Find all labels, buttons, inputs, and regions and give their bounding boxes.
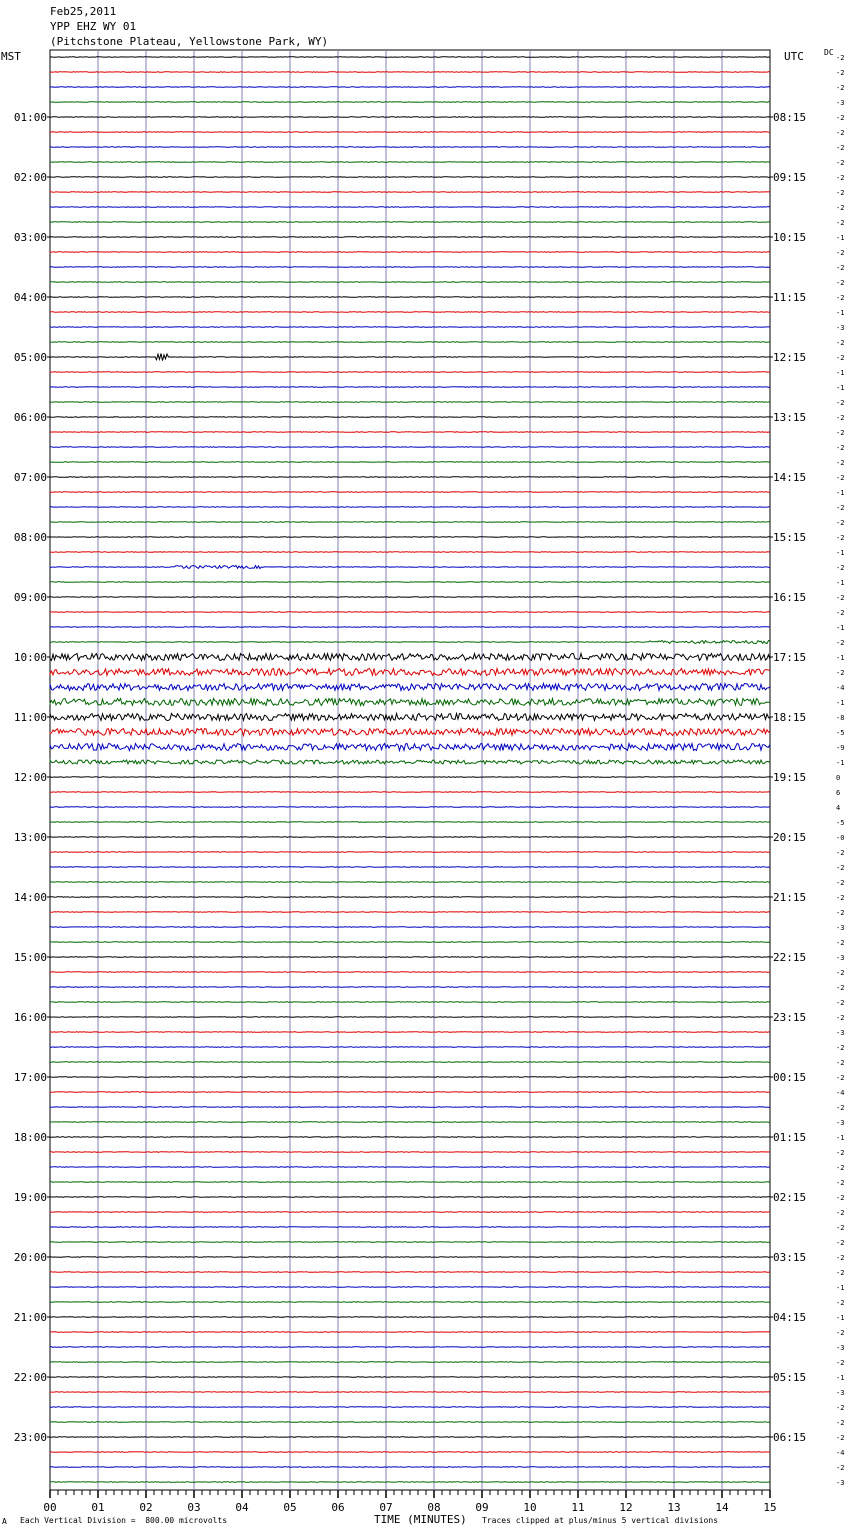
right-hour-label: 23:15	[773, 1011, 807, 1024]
right-hour-label: 09:15	[773, 171, 807, 184]
seismic-trace	[50, 654, 770, 661]
seismic-trace	[50, 957, 770, 958]
dc-offset-value: -2	[836, 519, 845, 527]
dc-offset-value: -2	[836, 564, 845, 572]
dc-offset-value: -1	[836, 1314, 845, 1322]
dc-offset-value: -1	[836, 1374, 845, 1382]
dc-offset-value: -2	[836, 1419, 845, 1427]
seismic-trace	[50, 1002, 770, 1003]
dc-offset-value: -2	[836, 1239, 845, 1247]
right-hour-label: 03:15	[773, 1251, 807, 1264]
seismic-trace	[50, 72, 770, 73]
seismic-trace	[50, 1182, 770, 1183]
right-hour-label: 08:15	[773, 111, 807, 124]
dc-offset-value: -2	[836, 429, 845, 437]
dc-offset-value: -2	[836, 1074, 845, 1082]
seismic-trace	[50, 492, 770, 493]
dc-offset-value: -2	[836, 1194, 845, 1202]
seismic-trace	[50, 699, 770, 706]
left-hour-label: 12:00	[13, 771, 47, 784]
dc-offset-value: -2	[836, 459, 845, 467]
left-hour-label: 23:00	[13, 1431, 47, 1444]
seismic-trace	[50, 417, 770, 418]
seismic-trace	[50, 987, 770, 988]
dc-offset-value: -2	[836, 879, 845, 887]
seismic-trace	[50, 522, 770, 523]
left-hour-label: 15:00	[13, 951, 47, 964]
station-code: YPP EHZ WY 01	[50, 20, 137, 33]
dc-offset-value: -2	[836, 444, 845, 452]
right-hour-label: 01:15	[773, 1131, 807, 1144]
right-hour-label: 18:15	[773, 711, 807, 724]
dc-offset-value: -2	[836, 1224, 845, 1232]
seismic-trace	[50, 566, 770, 569]
dc-offset-value: -2	[836, 999, 845, 1007]
dc-offset-value: -4	[836, 1089, 845, 1097]
dc-offset-value: -2	[836, 594, 845, 602]
dc-offset-value: -1	[836, 579, 845, 587]
dc-offset-value: -1	[836, 759, 845, 767]
right-hour-label: 00:15	[773, 1071, 807, 1084]
dc-offset-value: -1	[836, 624, 845, 632]
right-hour-label: 06:15	[773, 1431, 807, 1444]
dc-offset-value: -2	[836, 909, 845, 917]
left-hour-label: 01:00	[13, 111, 47, 124]
dc-offset-value: -2	[836, 159, 845, 167]
dc-offset-value: -5	[836, 819, 845, 827]
seismic-trace	[50, 147, 770, 148]
seismic-trace	[50, 627, 770, 628]
dc-offset-value: -2	[836, 1404, 845, 1412]
left-hour-label: 04:00	[13, 291, 47, 304]
x-tick-label: 08	[427, 1501, 441, 1514]
seismic-trace	[50, 462, 770, 463]
right-hour-label: 13:15	[773, 411, 807, 424]
left-hour-label: 19:00	[13, 1191, 47, 1204]
seismic-trace	[50, 714, 770, 721]
seismic-trace	[50, 1062, 770, 1063]
seismic-trace	[50, 1392, 770, 1393]
seismic-trace	[50, 552, 770, 553]
dc-offset-value: -2	[836, 1179, 845, 1187]
seismic-trace	[50, 354, 770, 361]
right-hour-label: 02:15	[773, 1191, 807, 1204]
right-hour-label: 04:15	[773, 1311, 807, 1324]
seismic-trace	[50, 387, 770, 388]
seismic-trace	[50, 1482, 770, 1483]
dc-offset-value: -5	[836, 729, 845, 737]
right-hour-label: 16:15	[773, 591, 807, 604]
seismic-trace	[50, 1152, 770, 1153]
dc-offset-value: -2	[836, 984, 845, 992]
dc-offset-value: -2	[836, 1209, 845, 1217]
dc-offset-value: -2	[836, 849, 845, 857]
left-hour-label: 03:00	[13, 231, 47, 244]
dc-offset-value: -0	[836, 834, 845, 842]
dc-offset-value: -4	[836, 684, 845, 692]
dc-offset-value: -2	[836, 129, 845, 137]
x-tick-label: 04	[235, 1501, 249, 1514]
seismic-trace	[50, 612, 770, 613]
left-hour-label: 10:00	[13, 651, 47, 664]
seismic-trace	[50, 1197, 770, 1198]
seismic-trace	[50, 207, 770, 208]
dc-offset-value: -1	[836, 234, 845, 242]
dc-offset-value: -2	[836, 1149, 845, 1157]
seismic-trace	[50, 297, 770, 298]
seismic-trace	[50, 537, 770, 538]
dc-offset-value: -2	[836, 54, 845, 62]
dc-offset-value: -2	[836, 864, 845, 872]
dc-offset-value: -1	[836, 1284, 845, 1292]
seismic-trace	[50, 1092, 770, 1093]
seismic-trace	[50, 1452, 770, 1453]
seismic-trace	[50, 132, 770, 133]
vertical-scale-note: Each Vertical Division = 800.00 microvolts	[20, 1516, 228, 1525]
dc-offset-value: -2	[836, 204, 845, 212]
seismic-trace	[50, 102, 770, 103]
seismic-trace	[50, 1272, 770, 1273]
seismic-trace	[50, 342, 770, 343]
dc-offset-value: 0	[836, 774, 841, 782]
dc-offset-value: -2	[836, 1254, 845, 1262]
x-tick-label: 03	[187, 1501, 201, 1514]
dc-offset-value: -2	[836, 669, 845, 677]
seismic-trace	[50, 267, 770, 268]
x-tick-label: 12	[619, 1501, 633, 1514]
dc-offset-value: 4	[836, 804, 841, 812]
x-tick-label: 06	[331, 1501, 345, 1514]
seismic-trace	[50, 1347, 770, 1348]
seismic-trace	[50, 777, 770, 778]
left-hour-label: 21:00	[13, 1311, 47, 1324]
station-location: (Pitchstone Plateau, Yellowstone Park, WY)	[50, 35, 329, 48]
x-tick-label: 05	[283, 1501, 297, 1514]
dc-offset-value: -3	[836, 324, 845, 332]
x-tick-label: 14	[715, 1501, 729, 1514]
dc-offset-value: -1	[836, 1134, 845, 1142]
seismic-trace	[50, 222, 770, 223]
dc-offset-value: -1	[836, 699, 845, 707]
seismic-trace	[50, 192, 770, 193]
right-hour-label: 11:15	[773, 291, 807, 304]
seismic-trace	[50, 1122, 770, 1123]
dc-offset-value: -2	[836, 1059, 845, 1067]
dc-offset-value: -2	[836, 474, 845, 482]
seismic-trace	[50, 402, 770, 403]
dc-offset-value: -3	[836, 1479, 845, 1487]
left-hour-label: 18:00	[13, 1131, 47, 1144]
seismic-trace	[50, 162, 770, 163]
x-tick-label: 02	[139, 1501, 153, 1514]
seismic-trace	[50, 1047, 770, 1048]
dc-offset-value: -2	[836, 609, 845, 617]
seismic-trace	[50, 1377, 770, 1378]
dc-offset-value: -2	[836, 69, 845, 77]
seismic-trace	[50, 684, 770, 691]
seismic-trace	[50, 1317, 770, 1318]
dc-offset-value: -2	[836, 1464, 845, 1472]
seismic-trace	[50, 1362, 770, 1363]
seismic-trace	[50, 942, 770, 943]
seismic-trace	[50, 117, 770, 118]
seismic-trace	[50, 822, 770, 823]
seismic-trace	[50, 237, 770, 238]
dc-offset-value: 6	[836, 789, 841, 797]
x-tick-label: 07	[379, 1501, 393, 1514]
seismic-trace	[50, 912, 770, 913]
x-axis-title: TIME (MINUTES)	[374, 1513, 467, 1526]
x-tick-label: 01	[91, 1501, 105, 1514]
x-tick-label: 13	[667, 1501, 681, 1514]
seismic-trace	[50, 477, 770, 478]
seismic-trace	[50, 760, 770, 764]
seismic-trace	[50, 1257, 770, 1258]
dc-offset-value: -2	[836, 1044, 845, 1052]
seismic-trace	[50, 1242, 770, 1243]
right-hour-label: 17:15	[773, 651, 807, 664]
plot-frame	[50, 50, 770, 1490]
seismic-trace	[50, 597, 770, 598]
dc-offset-value: -2	[836, 354, 845, 362]
x-tick-label: 09	[475, 1501, 489, 1514]
dc-offset-value: -3	[836, 954, 845, 962]
axis-labels	[14, 54, 845, 1514]
seismic-trace	[50, 1227, 770, 1228]
left-hour-label: 14:00	[13, 891, 47, 904]
seismic-trace	[50, 882, 770, 883]
dc-offset-value: -3	[836, 1119, 845, 1127]
dc-offset-value: -2	[836, 1359, 845, 1367]
seismic-trace	[50, 867, 770, 868]
seismic-trace	[50, 1422, 770, 1423]
chart-date: Feb25,2011	[50, 5, 117, 18]
seismic-trace	[50, 792, 770, 793]
seismic-trace	[50, 1467, 770, 1468]
right-hour-label: 15:15	[773, 531, 807, 544]
seismic-trace	[50, 1077, 770, 1078]
dc-offset-value: -2	[836, 189, 845, 197]
left-hour-label: 05:00	[13, 351, 47, 364]
dc-offset-value: -1	[836, 309, 845, 317]
dc-offset-value: -1	[836, 549, 845, 557]
dc-offset-value: -2	[836, 249, 845, 257]
left-hour-label: 02:00	[13, 171, 47, 184]
right-hour-label: 10:15	[773, 231, 807, 244]
dc-offset-value: -2	[836, 534, 845, 542]
right-hour-label: 14:15	[773, 471, 807, 484]
x-tick-label: 15	[763, 1501, 777, 1514]
dc-offset-value: -2	[836, 1299, 845, 1307]
x-tick-label: 00	[43, 1501, 57, 1514]
right-hour-label: 19:15	[773, 771, 807, 784]
dc-offset-value: -9	[836, 744, 845, 752]
seismic-trace	[50, 1032, 770, 1033]
seismic-trace	[50, 852, 770, 853]
left-hour-label: 22:00	[13, 1371, 47, 1384]
dc-offset-value: -2	[836, 639, 845, 647]
seismic-trace	[50, 507, 770, 508]
seismic-trace	[50, 282, 770, 283]
seismic-trace	[50, 1167, 770, 1168]
seismic-trace	[50, 1107, 770, 1108]
seismic-trace	[50, 1437, 770, 1438]
seismic-trace	[50, 669, 770, 676]
dc-offset-value: -2	[836, 939, 845, 947]
dc-offset-value: -1	[836, 369, 845, 377]
left-hour-label: 17:00	[13, 1071, 47, 1084]
seismic-trace	[50, 837, 770, 838]
seismic-trace	[50, 1212, 770, 1213]
seismic-trace	[50, 252, 770, 253]
seismic-trace	[50, 1407, 770, 1408]
seismic-trace	[50, 641, 770, 644]
seismic-trace	[50, 177, 770, 178]
clipping-note: Traces clipped at plus/minus 5 vertical divisions	[482, 1516, 719, 1525]
dc-offset-value: -2	[836, 279, 845, 287]
dc-offset-value: -2	[836, 174, 845, 182]
trace-lines	[50, 57, 770, 1483]
seismic-trace	[50, 897, 770, 898]
dc-offset-value: -3	[836, 1029, 845, 1037]
seismic-trace	[50, 729, 770, 736]
dc-offset-value: -2	[836, 1329, 845, 1337]
dc-offset-value: -2	[836, 219, 845, 227]
dc-offset-value: -2	[836, 1269, 845, 1277]
seismic-trace	[50, 312, 770, 313]
left-hour-label: 20:00	[13, 1251, 47, 1264]
dc-offset-value: -2	[836, 264, 845, 272]
right-hour-label: 05:15	[773, 1371, 807, 1384]
seismic-trace	[50, 327, 770, 328]
seismic-trace	[50, 582, 770, 583]
dc-offset-value: -2	[836, 969, 845, 977]
dc-offset-value: -2	[836, 114, 845, 122]
x-tick-label: 10	[523, 1501, 537, 1514]
right-hour-label: 22:15	[773, 951, 807, 964]
right-hour-label: 21:15	[773, 891, 807, 904]
seismic-trace	[50, 807, 770, 808]
dc-offset-value: -3	[836, 924, 845, 932]
seismic-trace	[50, 972, 770, 973]
dc-offset-header: DC	[824, 48, 834, 57]
seismic-trace	[50, 1017, 770, 1018]
right-hour-label: 20:15	[773, 831, 807, 844]
right-hour-label: 12:15	[773, 351, 807, 364]
dc-offset-value: -2	[836, 1434, 845, 1442]
left-hour-label: 16:00	[13, 1011, 47, 1024]
right-timezone-label: UTC	[784, 50, 804, 63]
seismic-trace	[50, 57, 770, 58]
dc-offset-value: -3	[836, 1344, 845, 1352]
x-tick-label: 11	[571, 1501, 585, 1514]
dc-offset-value: -2	[836, 399, 845, 407]
seismic-trace	[50, 927, 770, 928]
seismic-trace	[50, 744, 770, 751]
left-timezone-label: MST	[1, 50, 21, 63]
dc-offset-value: -2	[836, 294, 845, 302]
dc-offset-value: -2	[836, 504, 845, 512]
seismic-trace	[50, 1287, 770, 1288]
dc-offset-value: -2	[836, 414, 845, 422]
corner-mark: A	[2, 1517, 7, 1526]
dc-offset-value: -2	[836, 1104, 845, 1112]
dc-offset-value: -2	[836, 1014, 845, 1022]
left-hour-label: 11:00	[13, 711, 47, 724]
dc-offset-value: -2	[836, 144, 845, 152]
left-hour-label: 07:00	[13, 471, 47, 484]
seismic-trace	[50, 372, 770, 373]
dc-offset-value: -3	[836, 1389, 845, 1397]
dc-offset-value: -1	[836, 384, 845, 392]
seismic-trace	[50, 87, 770, 88]
dc-offset-value: -8	[836, 714, 845, 722]
seismic-trace	[50, 432, 770, 433]
dc-offset-value: -4	[836, 1449, 845, 1457]
dc-offset-value: -1	[836, 654, 845, 662]
left-hour-label: 13:00	[13, 831, 47, 844]
left-hour-label: 06:00	[13, 411, 47, 424]
seismic-trace	[50, 1332, 770, 1333]
seismic-trace	[50, 447, 770, 448]
seismic-trace	[50, 1137, 770, 1138]
seismic-trace	[50, 1302, 770, 1303]
left-hour-label: 09:00	[13, 591, 47, 604]
dc-offset-value: -2	[836, 894, 845, 902]
dc-offset-value: -2	[836, 339, 845, 347]
dc-offset-value: -2	[836, 84, 845, 92]
minute-gridlines	[98, 50, 722, 1490]
dc-offset-value: -2	[836, 1164, 845, 1172]
dc-offset-value: -3	[836, 99, 845, 107]
dc-offset-value: -1	[836, 489, 845, 497]
left-hour-label: 08:00	[13, 531, 47, 544]
